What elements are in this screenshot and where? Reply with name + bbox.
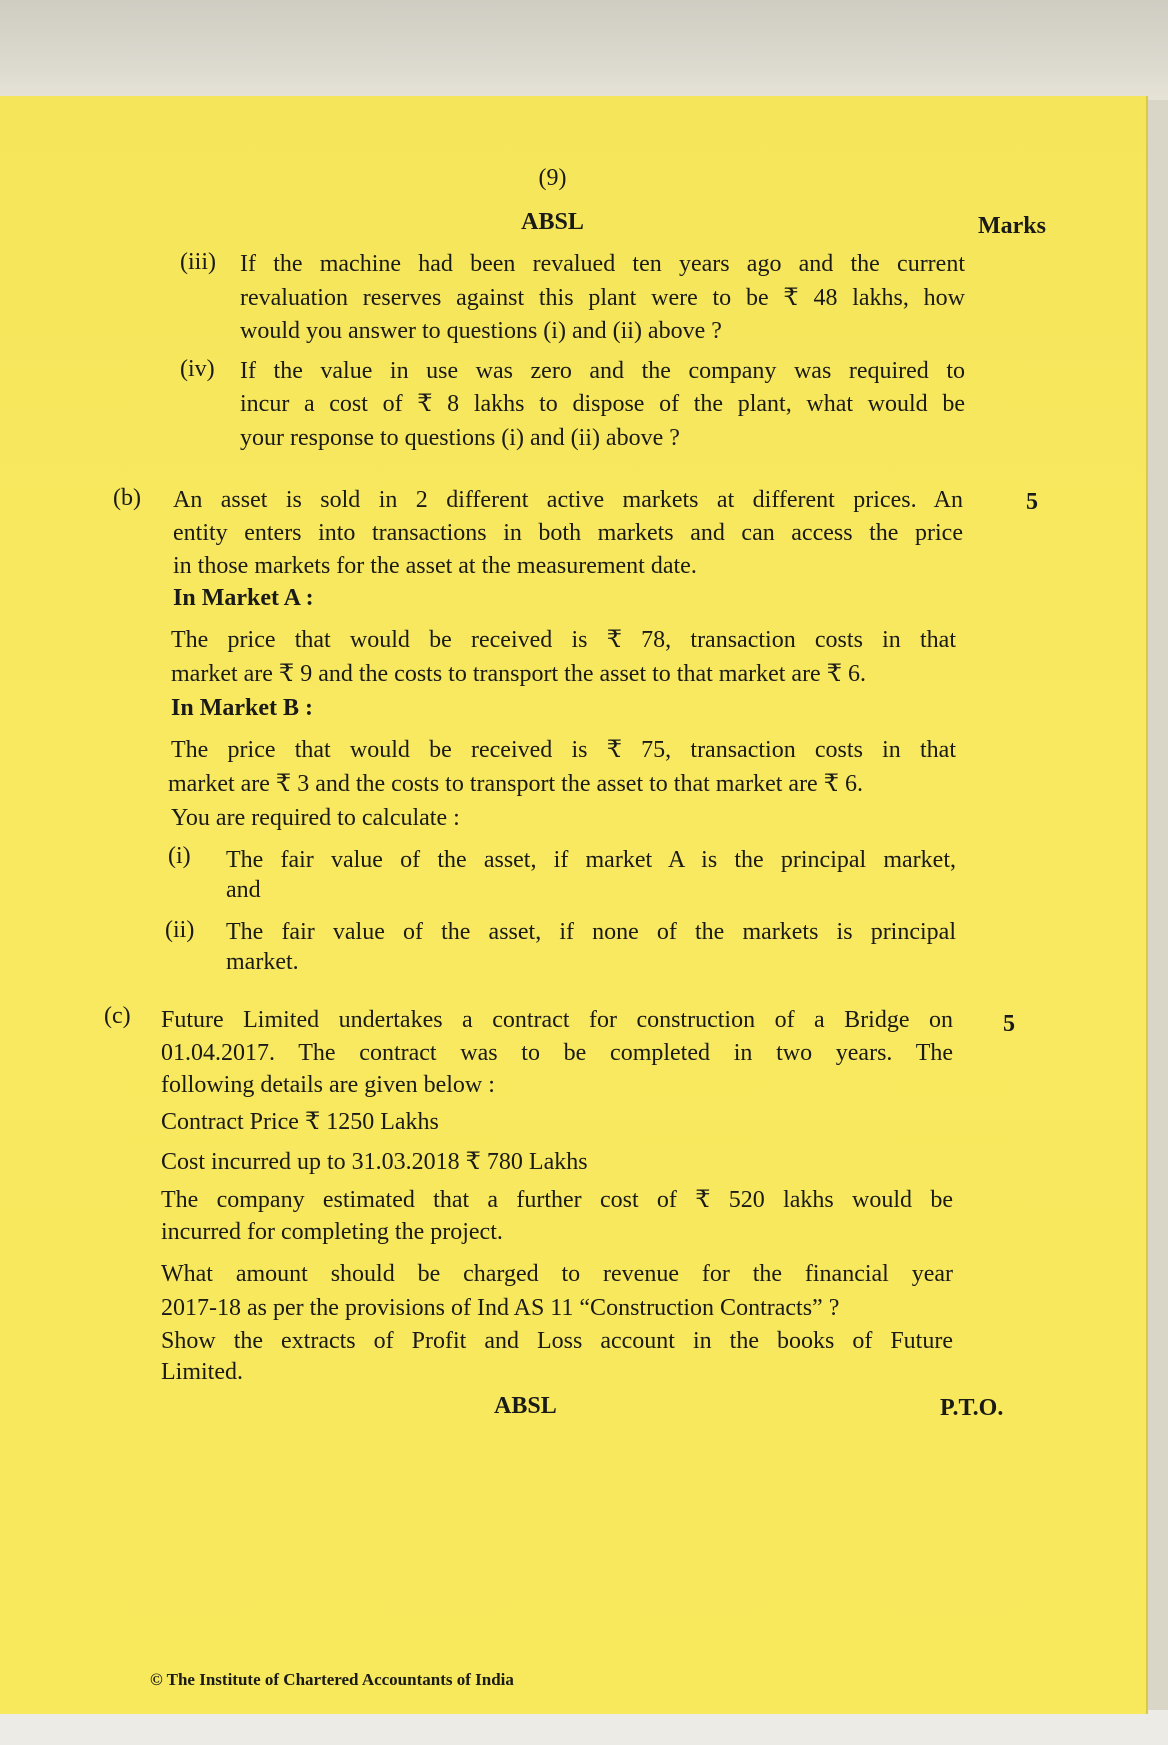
subquestion-iii-line-3: would you answer to questions (i) and (ii) above ?	[240, 318, 722, 344]
copyright-notice: © The Institute of Chartered Accountants of India	[150, 1670, 514, 1689]
subquestion-iii-line-1: If the machine had been revalued ten years ago and the current	[240, 251, 965, 277]
question-b-i-line-2: and	[226, 877, 261, 903]
subquestion-iv-line-2: incur a cost of ₹ 8 lakhs to dispose of the plant, what would be	[240, 391, 965, 417]
cost-incurred: Cost incurred up to 31.03.2018 ₹ 780 Lakhs	[161, 1149, 588, 1175]
question-c-ask-line-2: 2017-18 as per the provisions of Ind AS 11 “Construction Contracts” ?	[161, 1295, 840, 1321]
question-b-intro-line-2: entity enters into transactions in both markets and can access the price	[173, 520, 963, 546]
question-b-intro-line-1: An asset is sold in 2 different active markets at different prices. An	[173, 487, 963, 513]
question-b-required: You are required to calculate :	[171, 805, 460, 831]
cost-estimate-line-2: incurred for completing the project.	[161, 1219, 503, 1245]
question-c-intro-line-2: 01.04.2017. The contract was to be completed in two years. The	[161, 1040, 953, 1066]
question-b-ii-line-1: The fair value of the asset, if none of the markets is principal	[226, 919, 956, 945]
market-a-line-2: market are ₹ 9 and the costs to transport the asset to that market are ₹ 6.	[171, 661, 866, 687]
question-c-ask-line-1: What amount should be charged to revenue for the financial year	[161, 1261, 953, 1287]
subquestion-iii-label: (iii)	[180, 249, 216, 275]
question-b-ii-line-2: market.	[226, 949, 299, 975]
scan-top-margin	[0, 0, 1168, 100]
exam-page	[0, 96, 1148, 1714]
market-b-heading: In Market B :	[171, 695, 313, 721]
question-b-i-line-1: The fair value of the asset, if market A is the principal market,	[226, 847, 956, 873]
marks-column-heading: Marks	[978, 213, 1046, 239]
paper-code-header: ABSL	[521, 209, 584, 235]
market-a-heading: In Market A :	[173, 585, 314, 611]
subquestion-iv-line-3: your response to questions (i) and (ii) above ?	[240, 425, 680, 451]
contract-price: Contract Price ₹ 1250 Lakhs	[161, 1109, 439, 1135]
market-b-line-1: The price that would be received is ₹ 75, transaction costs in that	[171, 737, 956, 763]
question-c-ask-line-4: Limited.	[161, 1359, 243, 1385]
market-b-line-2: market are ₹ 3 and the costs to transport the asset to that market are ₹ 6.	[168, 771, 863, 797]
cost-estimate-line-1: The company estimated that a further cost of ₹ 520 lakhs would be	[161, 1187, 953, 1213]
question-b-label: (b)	[113, 485, 141, 511]
question-b-intro-line-3: in those markets for the asset at the measurement date.	[173, 553, 697, 579]
subquestion-iv-label: (iv)	[180, 356, 215, 382]
question-c-intro-line-1: Future Limited undertakes a contract for construction of a Bridge on	[161, 1007, 953, 1033]
subquestion-iii-line-2: revaluation reserves against this plant were to be ₹ 48 lakhs, how	[240, 285, 965, 311]
question-b-i-label: (i)	[168, 843, 191, 869]
page-turn-note: P.T.O.	[940, 1395, 1004, 1421]
paper-code-footer: ABSL	[494, 1393, 557, 1419]
question-c-label: (c)	[104, 1003, 131, 1029]
question-b-ii-label: (ii)	[165, 917, 195, 943]
question-b-marks: 5	[1026, 489, 1038, 515]
page-number: (9)	[538, 165, 567, 191]
subquestion-iv-line-1: If the value in use was zero and the company was required to	[240, 358, 965, 384]
question-c-marks: 5	[1003, 1011, 1015, 1037]
question-c-intro-line-3: following details are given below :	[161, 1072, 495, 1098]
scan-bottom-margin	[0, 1710, 1168, 1745]
question-c-ask-line-3: Show the extracts of Profit and Loss account in the books of Future	[161, 1328, 953, 1354]
market-a-line-1: The price that would be received is ₹ 78, transaction costs in that	[171, 627, 956, 653]
